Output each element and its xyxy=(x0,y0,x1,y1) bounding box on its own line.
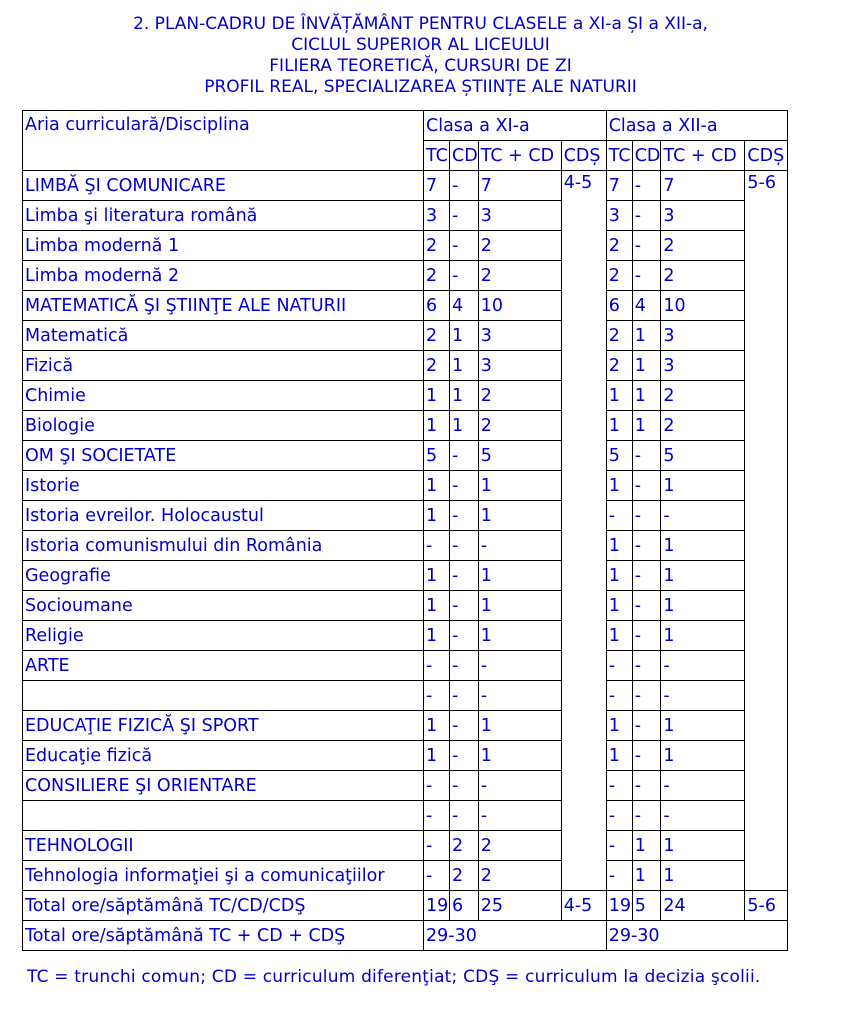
discipline-name: Limba modernă 2 xyxy=(23,261,424,291)
table-row xyxy=(23,201,788,231)
class-12-cell: - xyxy=(632,621,661,651)
class-11-cell: 1 xyxy=(424,471,450,501)
class-11-cell: 2 xyxy=(424,351,450,381)
title-line-4: PROFIL REAL, SPECIALIZAREA ȘTIINȚE ALE NATURII xyxy=(204,77,637,97)
class-11-cell: 2 xyxy=(478,411,561,441)
discipline-name: MATEMATICĂ ŞI ŞTIINŢE ALE NATURII xyxy=(23,291,424,321)
discipline-name: OM ŞI SOCIETATE xyxy=(23,441,424,471)
discipline-name: Tehnologia informaţiei şi a comunicaţiilor xyxy=(23,861,424,891)
table-row xyxy=(23,261,788,291)
class-12-cell: 1 xyxy=(632,381,661,411)
class-12-cell: 2 xyxy=(606,351,632,381)
class-12-cell: 2 xyxy=(606,261,632,291)
class-11-cell: 1 xyxy=(424,741,450,771)
class-11-cell: - xyxy=(450,531,479,561)
class-12-cds-cell: 5-6 xyxy=(745,171,788,891)
total-row xyxy=(23,891,788,921)
class-11-cell: 7 xyxy=(424,171,450,201)
class-12-cell: 3 xyxy=(661,321,745,351)
class-11-cell: 3 xyxy=(478,201,561,231)
class-12-cell: 1 xyxy=(661,471,745,501)
class-11-cell: 1 xyxy=(424,711,450,741)
class-11-cell: 1 xyxy=(478,621,561,651)
class-11-cell: 3 xyxy=(478,321,561,351)
class-11-cell: 1 xyxy=(424,621,450,651)
subheader-cd: CD xyxy=(450,141,479,171)
class-12-cell: 1 xyxy=(632,411,661,441)
area-header: Aria curriculară/Disciplina xyxy=(23,111,424,171)
class-12-cell: 1 xyxy=(661,711,745,741)
subheader-tc-cd: TC + CD xyxy=(478,141,561,171)
table-row xyxy=(23,381,788,411)
discipline-name: Fizică xyxy=(23,351,424,381)
discipline-name: CONSILIERE ŞI ORIENTARE xyxy=(23,771,424,801)
class-11-cell: - xyxy=(450,231,479,261)
class-11-cell: 1 xyxy=(424,381,450,411)
class-12-cell: 2 xyxy=(661,261,745,291)
table-row xyxy=(23,471,788,501)
class-11-total-cell: 6 xyxy=(450,891,479,921)
class-12-cell: 3 xyxy=(661,201,745,231)
discipline-name: Geografie xyxy=(23,561,424,591)
class-12-cell: 1 xyxy=(661,561,745,591)
class-12-cell: - xyxy=(632,741,661,771)
table-row xyxy=(23,561,788,591)
class-11-cell: 3 xyxy=(424,201,450,231)
class-11-cell: 1 xyxy=(478,591,561,621)
class-11-cell: - xyxy=(450,591,479,621)
discipline-name: Biologie xyxy=(23,411,424,441)
class-12-cell: 1 xyxy=(606,591,632,621)
class-12-cell: - xyxy=(661,771,745,801)
class-11-cell: - xyxy=(450,771,479,801)
class-11-cell: - xyxy=(450,261,479,291)
class-12-cell: - xyxy=(661,681,745,711)
class-12-cell: 1 xyxy=(661,591,745,621)
discipline-name: Istorie xyxy=(23,471,424,501)
class-12-cell: 1 xyxy=(661,741,745,771)
table-row xyxy=(23,831,788,861)
class-12-cell: 1 xyxy=(606,471,632,501)
table-row xyxy=(23,771,788,801)
discipline-name: TEHNOLOGII xyxy=(23,831,424,861)
class-11-cell: 2 xyxy=(478,231,561,261)
table-row xyxy=(23,501,788,531)
class-11-cell: - xyxy=(450,741,479,771)
curriculum-table xyxy=(22,110,788,951)
table-row xyxy=(23,231,788,261)
table-row xyxy=(23,651,788,681)
title-line-2: CICLUL SUPERIOR AL LICEULUI xyxy=(291,35,550,55)
discipline-name: Istoria evreilor. Holocaustul xyxy=(23,501,424,531)
class-11-cell: - xyxy=(450,711,479,741)
class-12-cell: 6 xyxy=(606,291,632,321)
table-row xyxy=(23,441,788,471)
class-12-cell: 2 xyxy=(661,381,745,411)
class-12-cell: - xyxy=(632,801,661,831)
table-row xyxy=(23,621,788,651)
discipline-name: Religie xyxy=(23,621,424,651)
subheader-cds: CDȘ xyxy=(561,141,606,171)
class-12-cell: - xyxy=(632,441,661,471)
class-11-cds-cell: 4-5 xyxy=(561,171,606,891)
table-row xyxy=(23,411,788,441)
table-row xyxy=(23,351,788,381)
table-row xyxy=(23,171,788,201)
class-11-cell: 5 xyxy=(424,441,450,471)
class-11-cell: - xyxy=(424,651,450,681)
class-12-total-cell: 5 xyxy=(632,891,661,921)
table-row xyxy=(23,861,788,891)
table-row xyxy=(23,801,788,831)
discipline-name: Limba şi literatura română xyxy=(23,201,424,231)
class-12-cell: 1 xyxy=(632,831,661,861)
discipline-name: Socioumane xyxy=(23,591,424,621)
class-11-cell: - xyxy=(478,771,561,801)
class-12-cell: - xyxy=(632,561,661,591)
discipline-name: Istoria comunismului din România xyxy=(23,531,424,561)
class-11-total-cell: 25 xyxy=(478,891,561,921)
class-11-cell: 3 xyxy=(478,351,561,381)
class-12-cell: - xyxy=(632,681,661,711)
class-11-cell: 1 xyxy=(450,321,479,351)
class-12-cell: 3 xyxy=(661,351,745,381)
class-12-cell: 1 xyxy=(606,561,632,591)
class-11-cell: 2 xyxy=(450,831,479,861)
class-12-cell: - xyxy=(606,681,632,711)
class-12-cell: 1 xyxy=(606,621,632,651)
discipline-name: Educaţie fizică xyxy=(23,741,424,771)
class-11-cell: 1 xyxy=(424,591,450,621)
class-12-cell: 1 xyxy=(632,861,661,891)
class-11-cell: - xyxy=(450,801,479,831)
class-11-cell: 1 xyxy=(478,741,561,771)
class-11-cell: 1 xyxy=(478,561,561,591)
class-11-cell: 4 xyxy=(450,291,479,321)
class-12-cell: 7 xyxy=(661,171,745,201)
class-12-cell: 1 xyxy=(606,411,632,441)
class-12-grand-total: 29-30 xyxy=(606,921,788,951)
class-12-cell: - xyxy=(632,771,661,801)
class-11-cell: 1 xyxy=(424,561,450,591)
discipline-name: ARTE xyxy=(23,651,424,681)
class-12-cell: 1 xyxy=(606,741,632,771)
class-11-cell: - xyxy=(450,501,479,531)
class-12-cell: 1 xyxy=(632,321,661,351)
class-12-cell: 1 xyxy=(606,711,632,741)
discipline-name: Matematică xyxy=(23,321,424,351)
class-12-cell: - xyxy=(606,801,632,831)
class-11-total-cell: 19 xyxy=(424,891,450,921)
table-row xyxy=(23,711,788,741)
class-12-cell: 1 xyxy=(661,861,745,891)
table-row xyxy=(23,741,788,771)
class-11-cell: 6 xyxy=(424,291,450,321)
class-11-cell: 1 xyxy=(450,381,479,411)
class-11-cell: - xyxy=(424,531,450,561)
class-11-cell: - xyxy=(424,801,450,831)
class-12-cell: - xyxy=(632,471,661,501)
subheader-tc-cd: TC + CD xyxy=(661,141,745,171)
class-11-cell: - xyxy=(424,831,450,861)
class-11-header: Clasa a XI-a xyxy=(424,111,607,141)
class-12-cell: - xyxy=(606,861,632,891)
class-12-cell: - xyxy=(632,501,661,531)
class-11-cell: 7 xyxy=(478,171,561,201)
title-line-3: FILIERA TEORETICĂ, CURSURI DE ZI xyxy=(269,56,572,76)
class-11-cell: 2 xyxy=(424,261,450,291)
class-11-cell: - xyxy=(478,531,561,561)
class-12-total-cell: 19 xyxy=(606,891,632,921)
class-11-cell: - xyxy=(450,441,479,471)
class-12-cell: - xyxy=(632,201,661,231)
class-12-cell: - xyxy=(632,531,661,561)
class-11-cell: 2 xyxy=(424,231,450,261)
class-11-cell: 2 xyxy=(478,381,561,411)
discipline-name: Chimie xyxy=(23,381,424,411)
class-12-cell: - xyxy=(606,831,632,861)
subheader-cd: CD xyxy=(632,141,661,171)
table-row xyxy=(23,321,788,351)
discipline-name: LIMBĂ ŞI COMUNICARE xyxy=(23,171,424,201)
subheader-cds: CDȘ xyxy=(745,141,788,171)
class-11-total-cell: 4-5 xyxy=(561,891,606,921)
class-11-cell: 2 xyxy=(478,831,561,861)
class-12-cell: 4 xyxy=(632,291,661,321)
class-12-total-cell: 24 xyxy=(661,891,745,921)
legend: TC = trunchi comun; CD = curriculum diferenţiat; CDŞ = curriculum la decizia şcolii. xyxy=(27,967,761,987)
class-12-cell: - xyxy=(661,501,745,531)
class-11-cell: 10 xyxy=(478,291,561,321)
class-11-cell: - xyxy=(450,681,479,711)
class-11-cell: - xyxy=(424,681,450,711)
header-row xyxy=(23,111,788,141)
class-11-cell: - xyxy=(478,801,561,831)
discipline-name xyxy=(23,801,424,831)
class-12-cell: - xyxy=(632,261,661,291)
document-title xyxy=(0,14,841,98)
class-12-cell: 10 xyxy=(661,291,745,321)
class-12-cell: 1 xyxy=(661,831,745,861)
class-11-cell: 1 xyxy=(424,411,450,441)
title-line-1: 2. PLAN-CADRU DE ÎNVĂȚĂMÂNT PENTRU CLASELE a XI-a ȘI a XII-a, xyxy=(133,14,708,34)
class-12-cell: 5 xyxy=(606,441,632,471)
class-11-cell: 2 xyxy=(478,861,561,891)
class-12-cell: - xyxy=(661,651,745,681)
class-11-cell: - xyxy=(450,471,479,501)
class-12-cell: 2 xyxy=(661,231,745,261)
class-12-cell: - xyxy=(632,171,661,201)
class-12-cell: 1 xyxy=(661,621,745,651)
class-12-cell: - xyxy=(606,501,632,531)
class-12-cell: 7 xyxy=(606,171,632,201)
class-12-cell: 2 xyxy=(606,321,632,351)
class-11-cell: 2 xyxy=(450,861,479,891)
class-11-cell: 1 xyxy=(424,501,450,531)
subheader-tc: TC xyxy=(424,141,450,171)
class-12-cell: - xyxy=(661,801,745,831)
class-12-total-cell: 5-6 xyxy=(745,891,788,921)
table-row xyxy=(23,531,788,561)
class-11-cell: 1 xyxy=(478,711,561,741)
class-12-cell: - xyxy=(606,651,632,681)
table-row xyxy=(23,681,788,711)
table-row xyxy=(23,591,788,621)
class-12-cell: 3 xyxy=(606,201,632,231)
class-12-cell: 1 xyxy=(606,531,632,561)
class-12-cell: - xyxy=(632,651,661,681)
class-11-cell: - xyxy=(450,561,479,591)
class-11-cell: 2 xyxy=(424,321,450,351)
class-11-cell: - xyxy=(450,171,479,201)
class-11-cell: 1 xyxy=(478,501,561,531)
discipline-name: EDUCAŢIE FIZICĂ ŞI SPORT xyxy=(23,711,424,741)
class-12-cell: 5 xyxy=(661,441,745,471)
class-11-cell: - xyxy=(478,651,561,681)
class-11-cell: - xyxy=(424,861,450,891)
class-11-cell: 1 xyxy=(450,411,479,441)
table-row xyxy=(23,291,788,321)
class-12-cell: 1 xyxy=(632,351,661,381)
subheader-tc: TC xyxy=(606,141,632,171)
discipline-name: Limba modernă 1 xyxy=(23,231,424,261)
class-12-cell: - xyxy=(632,711,661,741)
class-11-cell: 1 xyxy=(478,471,561,501)
discipline-name xyxy=(23,681,424,711)
class-12-cell: - xyxy=(606,771,632,801)
class-11-cell: - xyxy=(450,201,479,231)
class-11-cell: - xyxy=(478,681,561,711)
class-11-cell: 5 xyxy=(478,441,561,471)
total-label: Total ore/săptămână TC/CD/CDŞ xyxy=(23,891,424,921)
class-11-grand-total: 29-30 xyxy=(424,921,607,951)
class-11-cell: - xyxy=(424,771,450,801)
class-12-cell: - xyxy=(632,231,661,261)
class-12-cell: - xyxy=(632,591,661,621)
class-12-cell: 2 xyxy=(606,231,632,261)
class-11-cell: - xyxy=(450,651,479,681)
class-12-cell: 2 xyxy=(661,411,745,441)
class-11-cell: - xyxy=(450,621,479,651)
class-11-cell: 1 xyxy=(450,351,479,381)
class-11-cell: 2 xyxy=(478,261,561,291)
grand-total-row xyxy=(23,921,788,951)
class-12-header: Clasa a XII-a xyxy=(606,111,788,141)
class-12-cell: 1 xyxy=(661,531,745,561)
grand-total-label: Total ore/săptămână TC + CD + CDŞ xyxy=(23,921,424,951)
class-12-cell: 1 xyxy=(606,381,632,411)
